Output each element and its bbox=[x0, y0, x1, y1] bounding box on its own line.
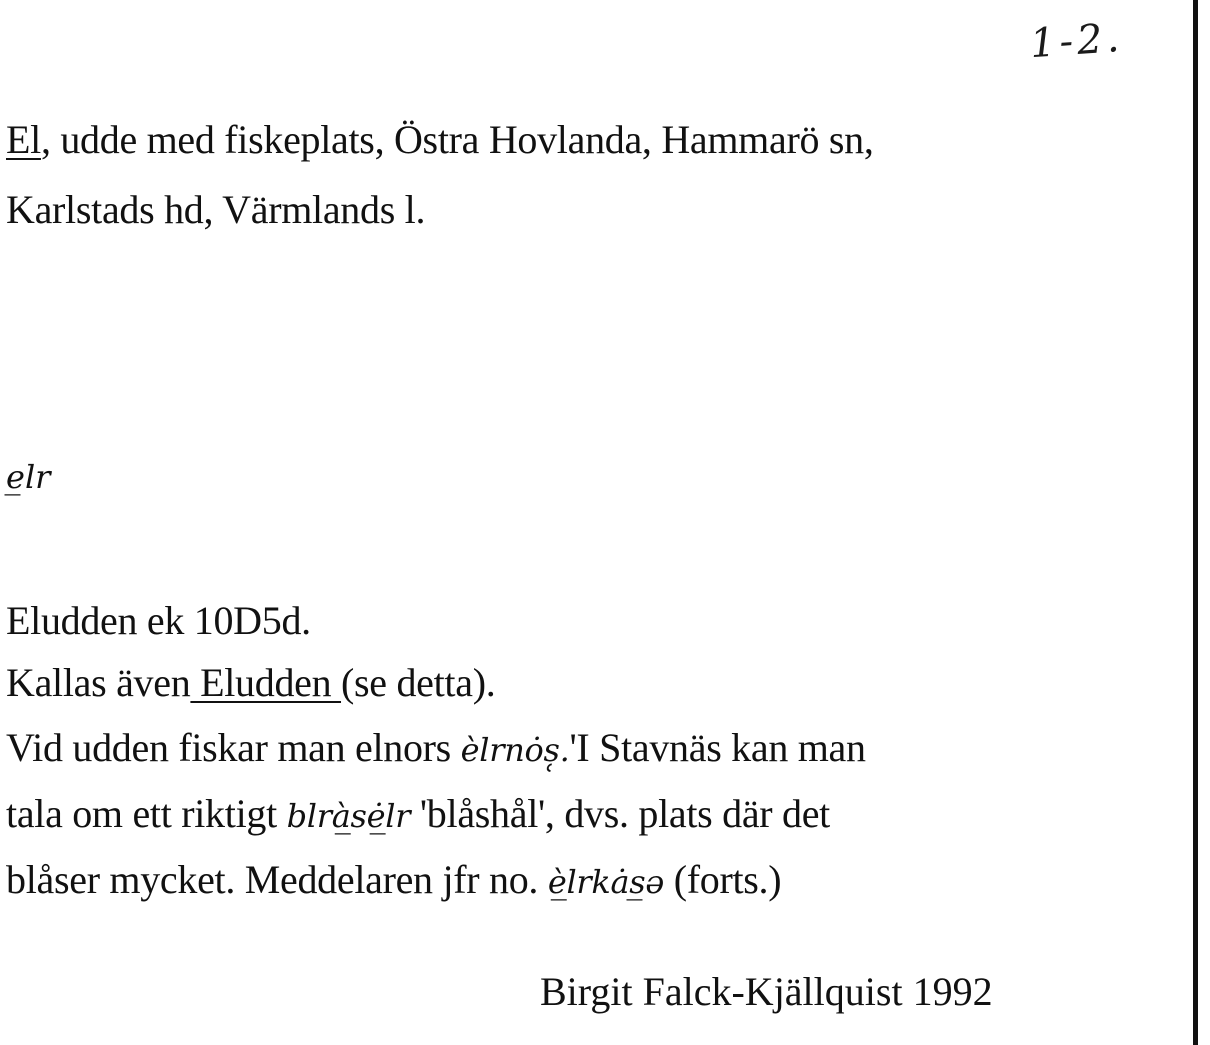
author-signature: Birgit Falck-Kjällquist 1992 bbox=[540, 969, 993, 1014]
place-description: , udde med fiskeplats, Östra Hovlanda, Hammarö sn, bbox=[40, 117, 874, 162]
body-text: 'I Stavnäs kan man bbox=[569, 725, 866, 770]
body-text: Vid udden fiskar man elnors bbox=[6, 725, 461, 770]
body-text: (se detta). bbox=[341, 660, 496, 705]
phonetic-transcription: è̲lrkȧs̲ə bbox=[547, 863, 665, 901]
place-name: El bbox=[6, 117, 41, 162]
cross-reference-link: Eludden bbox=[190, 660, 342, 705]
pronunciation: e̲lr bbox=[6, 458, 51, 496]
header-line-1 bbox=[6, 116, 874, 164]
map-reference: Eludden ek 10D5d. bbox=[6, 598, 311, 643]
body-text: tala om ett riktigt bbox=[6, 791, 287, 836]
header-line-2 bbox=[6, 186, 425, 234]
body-line-4 bbox=[6, 790, 830, 840]
page-number: 1-2. bbox=[1028, 14, 1125, 68]
place-district: Karlstads hd, Värmlands l. bbox=[6, 187, 426, 232]
body-line-5 bbox=[6, 856, 781, 906]
body-line-2 bbox=[6, 659, 495, 707]
body-text: (forts.) bbox=[664, 857, 782, 902]
body-text: blåser mycket. Meddelaren jfr no. bbox=[6, 857, 548, 902]
body-text: Kallas även bbox=[6, 660, 191, 705]
card-edge-border bbox=[1193, 0, 1198, 1045]
phonetic-transcription: èlrnȯs̜. bbox=[460, 731, 570, 769]
body-text: 'blåshål', dvs. plats där det bbox=[410, 791, 830, 836]
body-line-3 bbox=[6, 724, 866, 774]
phonetic-transcription: blrà̲sė̲lr bbox=[286, 797, 411, 835]
body-line-1 bbox=[6, 597, 311, 645]
